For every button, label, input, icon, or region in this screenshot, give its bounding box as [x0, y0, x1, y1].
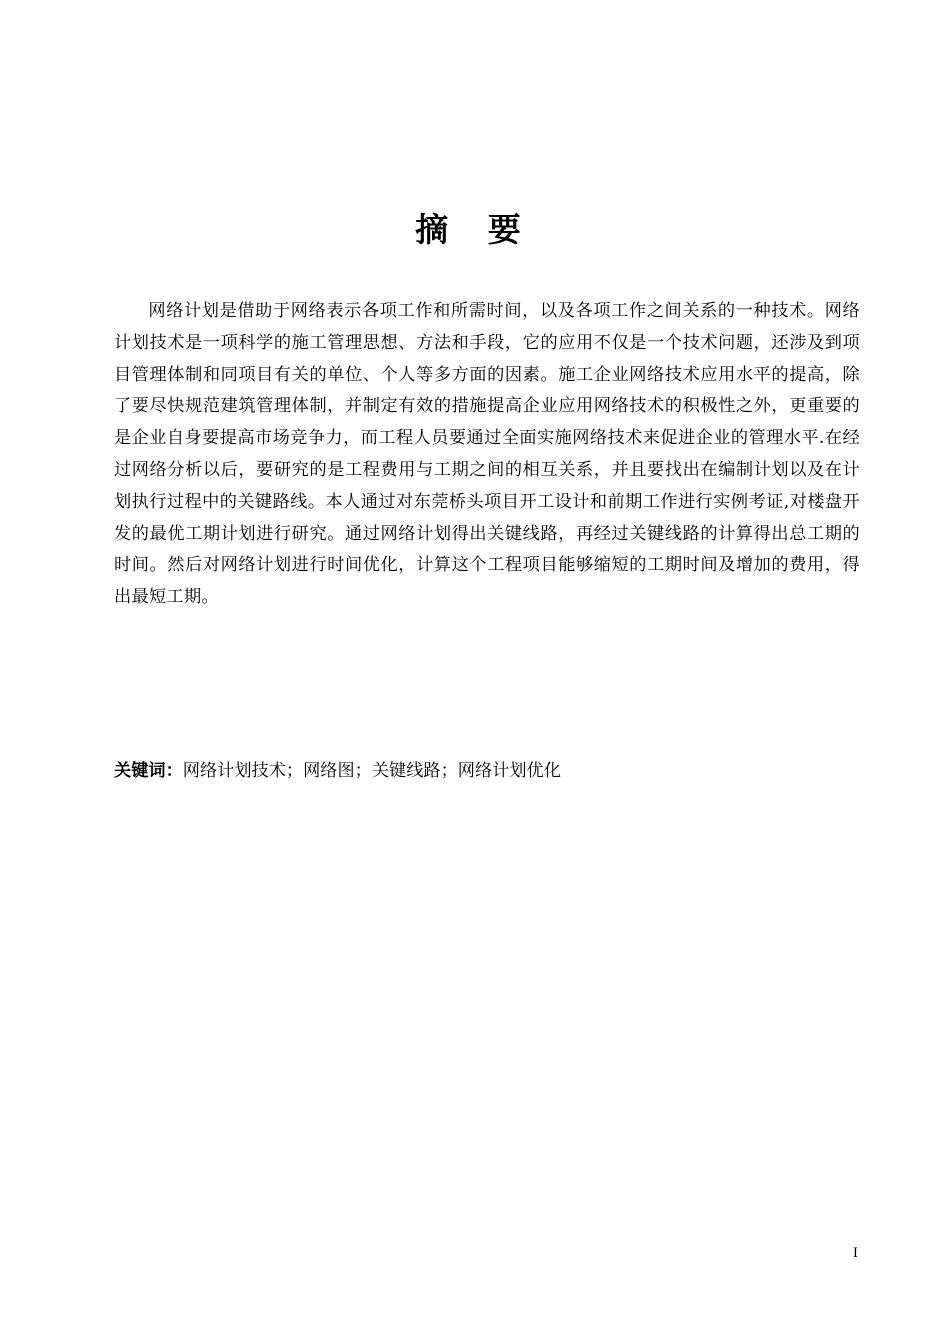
keywords-text: 网络计划技术；网络图；关键线路；网络计划优化 [182, 761, 561, 781]
keywords-line [114, 758, 860, 784]
abstract-body: 网络计划是借助于网络表示各项工作和所需时间，以及各项工作之间关系的一种技术。网络计划技术是一项科学的施工管理思想、方法和手段，它的应用不仅是一个技术问题，还涉及到项目管理体制和同项目有关的单位、个人等多方面的因素。施工企业网络技术应用水平的提高，除了要尽快规范建筑管理体制，并制定有效的措施提高企业应用网络技术的积极性之外，更重要的是企业自身要提高市场竞争力，而工程人员要通过全面实施网络技术来促进企业的管理水平.在经过网络分析以后，要研究的是工程费用与工期之间的相互关系，并且要找出在编制计划以及在计划执行过程中的关键路线。本人通过对东莞桥头项目开工设计和前期工作进行实例考证,对楼盘开发的最优工期计划进行研究。通过网络计划得出关键线路，再经过关键线路的计算得出总工期的时间。然后对网络计划进行时间优化，计算这个工程项目能够缩短的工期时间及增加的费用，得出最短工期。 [114, 301, 860, 608]
page-number: I [852, 1246, 858, 1261]
keywords-label: 关键词： [114, 761, 183, 781]
abstract-title: 摘 要 [415, 210, 535, 249]
